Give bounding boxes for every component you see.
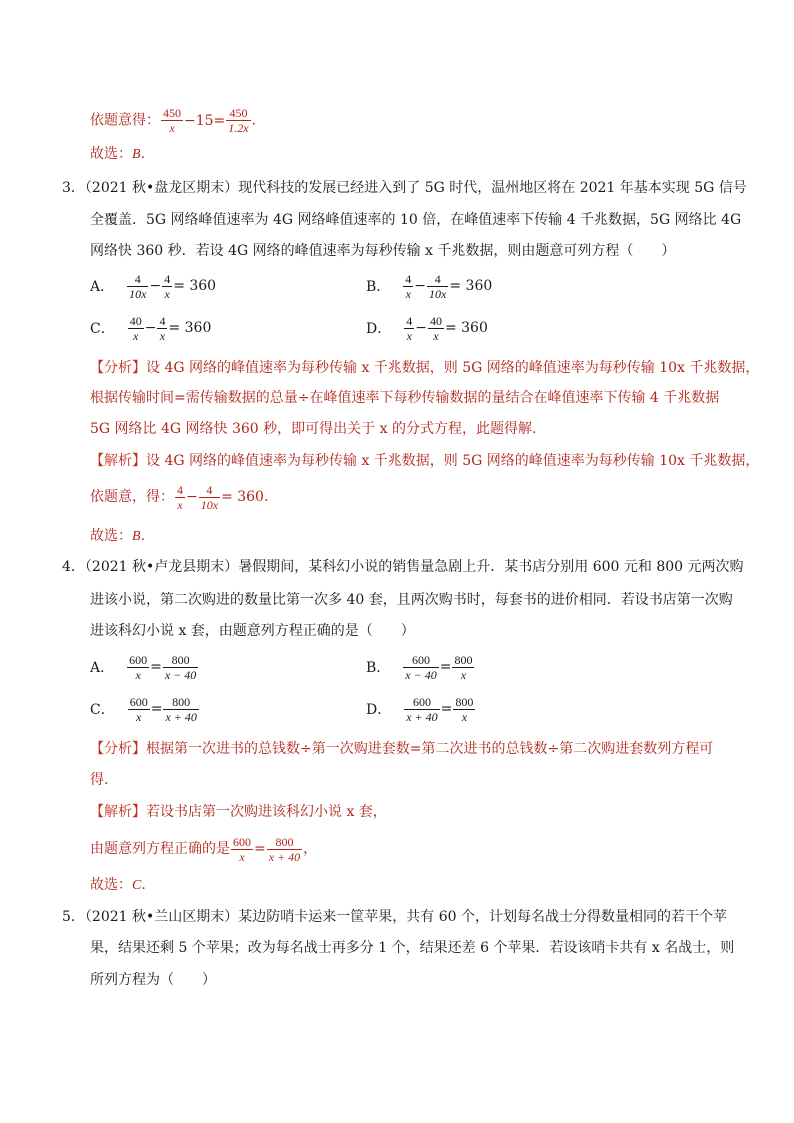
q3-analysis-line-1: 【分析】设 4G 网络的峰值速率为每秒传输 x 千兆数据，则 5G 网络的峰值速率为每秒传输 10x 千兆数据， bbox=[90, 360, 760, 376]
q4-option-b[interactable]: B． $\frac{600}{x - 40}$ = $\frac{800}{x}$ bbox=[366, 652, 473, 682]
q4-analysis-line-2: 得． bbox=[90, 772, 118, 788]
analysis-tag: 【分析】 bbox=[90, 360, 146, 376]
q3-stem-line-2: 全覆盖．5G 网络峰值速率为 4G 网络峰值速率的 10 倍，在峰值速率下传输 4 千兆数据，5G 网络比 4G bbox=[90, 212, 742, 228]
q4-stem-line-2: 进该小说，第二次购进的数量比第一次多 40 套，且两次购书时，每套书的进价相同．若设书店第一次购 bbox=[90, 592, 733, 608]
q4-number: 4． bbox=[62, 559, 85, 575]
q3-option-d[interactable]: D． $\frac{4}{x}$ − $\frac{40}{x}$ = 360 bbox=[366, 313, 488, 343]
q4-solution-line-1: 【解析】若设书店第一次购进该科幻小说 x 套， bbox=[90, 804, 387, 820]
q4-stem-line-1: 4．（2021 秋•卢龙县期末）暑假期间，某科幻小说的销售量急剧上升．某书店分别用 600 元和 800 元两次购 bbox=[62, 559, 744, 575]
top-minus: −15= bbox=[184, 112, 226, 129]
q3-answer: 故选：B. bbox=[90, 528, 146, 544]
solution-tag: 【解析】 bbox=[90, 453, 146, 469]
q3-analysis-line-2: 根据传输时间=需传输数据的总量÷在峰值速率下每秒传输数据的量结合在峰值速率下传输 4 千兆数据 bbox=[90, 390, 720, 406]
q5-stem-line-3: 所列方程为（ ） bbox=[90, 972, 216, 988]
q3-option-b[interactable]: B． $\frac{4}{x}$ − $\frac{4}{10x}$ = 360 bbox=[366, 271, 493, 301]
q4-solution-equation: 由题意列方程正确的是 $\frac{600}{x}$ = $\frac{800}{x + 40}$ ， bbox=[90, 834, 318, 864]
q5-stem-line-1: 5．（2021 秋•兰山区期末）某边防哨卡运来一筐苹果，共有 60 个，计划每名战士分得数量相同的若干个苹 bbox=[62, 909, 727, 925]
top-answer: 故选：B. bbox=[90, 146, 146, 162]
q4-option-c[interactable]: C． $\frac{600}{x}$ = $\frac{800}{x + 40}$ bbox=[90, 694, 197, 724]
q4-stem-line-3: 进该科幻小说 x 套，由题意列方程正确的是（ ） bbox=[90, 623, 415, 639]
q4-option-a[interactable]: A． $\frac{600}{x}$ = $\frac{800}{x - 40}$ bbox=[90, 652, 197, 682]
q3-number: 3． bbox=[62, 180, 85, 196]
q3-solution-line-1: 【解析】设 4G 网络的峰值速率为每秒传输 x 千兆数据，则 5G 网络的峰值速率为每秒传输 10x 千兆数据， bbox=[90, 453, 760, 469]
top-equation-prefix: 依题意得： bbox=[90, 112, 160, 129]
q3-solution-equation: 依题意，得： $\frac{4}{x}$ − $\frac{4}{10x}$ = 360. bbox=[90, 482, 269, 512]
top-frac-1: $\frac{450}{x}$ bbox=[163, 106, 181, 135]
q4-answer: 故选：C. bbox=[90, 877, 146, 893]
q3-option-c[interactable]: C． $\frac{40}{x}$ − $\frac{4}{x}$ = 360 bbox=[90, 313, 212, 343]
q3-stem-line-3: 网络快 360 秒．若设 4G 网络的峰值速率为每秒传输 x 千兆数据，则由题意可列方程（ ） bbox=[90, 243, 676, 259]
q4-analysis-line-1: 【分析】根据第一次进书的总钱数÷第一次购进套数=第二次进书的总钱数÷第二次购进套数列方程可 bbox=[90, 741, 714, 757]
q3-option-a[interactable]: A． $\frac{4}{10x}$ − $\frac{4}{x}$ = 360 bbox=[90, 271, 217, 301]
top-frac-2: $\frac{450}{1.2x}$ bbox=[228, 106, 249, 135]
q3-analysis-line-3: 5G 网络比 4G 网络快 360 秒，即可得出关于 x 的分式方程，此题得解． bbox=[90, 421, 546, 437]
q3-stem-line-1: 3．（2021 秋•盘龙区期末）现代科技的发展已经进入到了 5G 时代，温州地区将在 2021 年基本实现 5G 信号 bbox=[62, 180, 747, 196]
q5-number: 5． bbox=[62, 909, 85, 925]
q5-stem-line-2: 果，结果还剩 5 个苹果；改为每名战士再多分 1 个，结果还差 6 个苹果．若设该哨卡共有 x 名战士，则 bbox=[90, 940, 735, 956]
q4-option-d[interactable]: D． $\frac{600}{x + 40}$ = $\frac{800}{x}$ bbox=[366, 694, 474, 724]
top-equation-line: 依题意得： $\frac{450}{x}$ −15= $\frac{450}{1.2x}$ . bbox=[90, 106, 257, 135]
